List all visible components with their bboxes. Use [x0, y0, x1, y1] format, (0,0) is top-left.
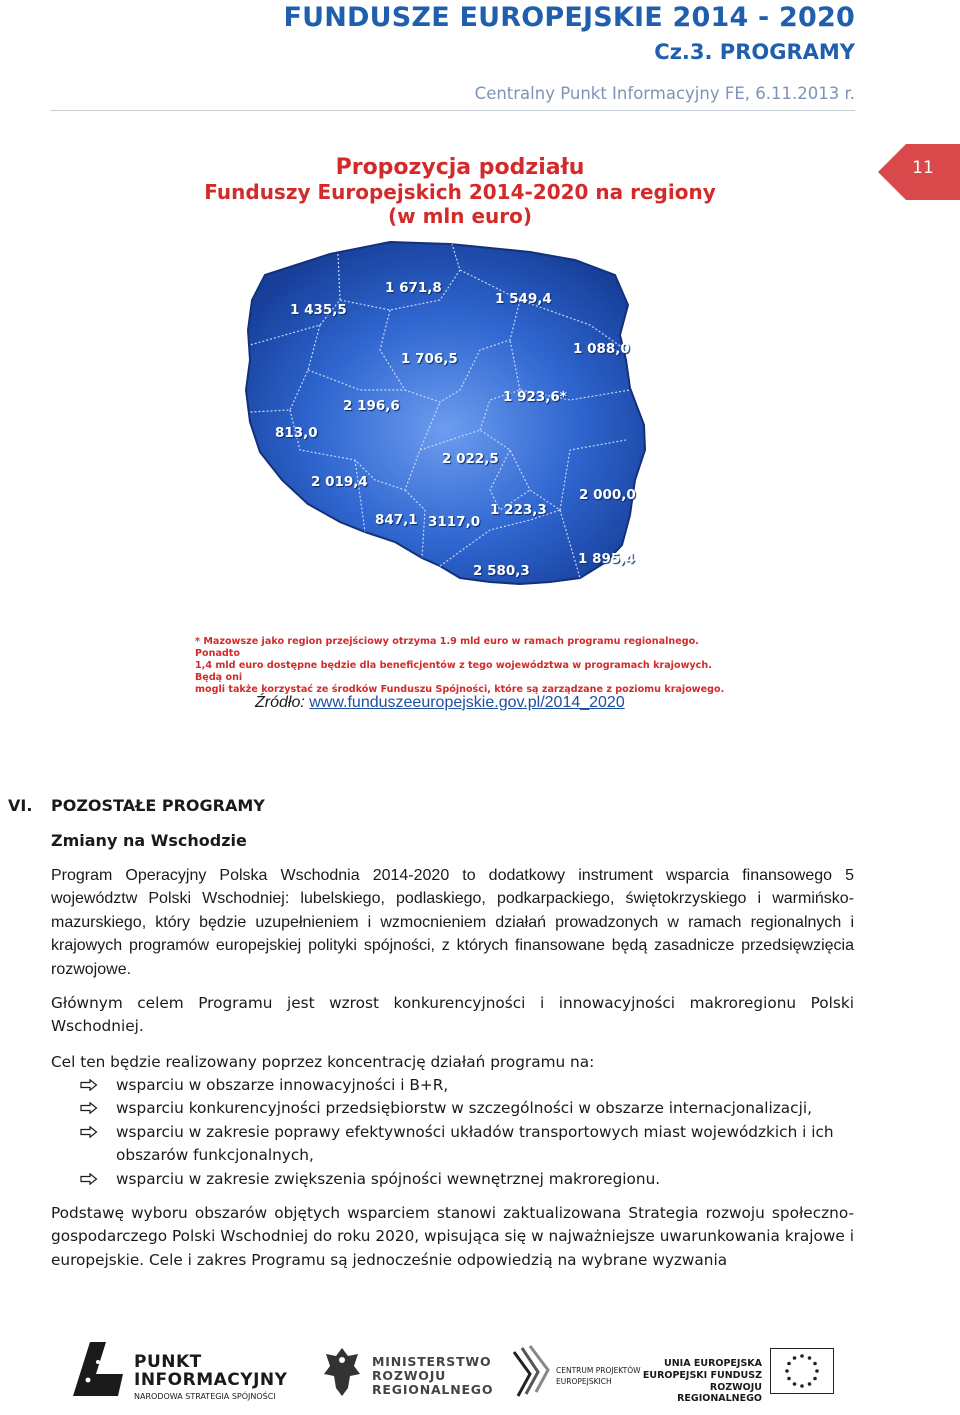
value-warminsko-mazurskie: 1 549,4	[495, 291, 552, 307]
footer-logos	[0, 1330, 960, 1415]
source-label: Źródło:	[255, 694, 310, 711]
subsection-title: Zmiany na Wschodzie	[51, 831, 247, 850]
punkt-logo-line2: INFORMACYJNY	[134, 1370, 288, 1390]
focus-list	[80, 1074, 860, 1191]
ministry-line2: ROZWOJU	[372, 1368, 447, 1383]
list-item	[80, 1097, 860, 1120]
arrow-bullet-icon	[80, 1126, 98, 1138]
regional-funds-map	[190, 150, 730, 695]
map-footnote-line3: mogli także korzystać ze środków Funduszu Spójności, które są zarządzane z poziomu krajowego.	[195, 684, 725, 695]
value-pomorskie: 1 671,8	[385, 280, 442, 296]
punkt-informacyjny-logo-icon	[68, 1338, 128, 1400]
map-title-line2: Funduszy Europejskich 2014-2020 na regiony	[204, 180, 716, 204]
document-subtitle: Cz.3. PROGRAMY	[654, 40, 855, 64]
paragraph-program-intro: Program Operacyjny Polska Wschodnia 2014-2020 to dodatkowy instrument wsparcia finansowego 5 województw Polski Wschodniej: lubelskiego, podlaskiego, podkarpackiego, świętokrzyskiego i warmińsko-mazurskiego, który będzie uzupełnieniem i wzmocnieniem działań prowadzonych w ramach regionalnych i krajowych programów europejskiej polityki spójności, z których finansowane będą zasadnicze przedsięwzięcia rozwojowe.	[51, 867, 854, 978]
paragraph-strategy: Podstawę wyboru obszarów objętych wsparciem stanowi zaktualizowana Strategia rozwoju społeczno-gospodarczego Polski Wschodniej do roku 2020, wpisująca się w najważniejsze uwarunkowania krajowe i europejskie. Cele i zakres Programu są jednocześnie odpowiedzią na wybrane wyzwania	[51, 1204, 854, 1269]
document-title: FUNDUSZE EUROPEJSKIE 2014 - 2020	[283, 2, 855, 33]
value-podlaskie: 1 088,0	[573, 341, 630, 357]
paragraph-focus-intro: Cel ten będzie realizowany poprzez koncentrację działań programu na:	[51, 1053, 595, 1071]
cpe-line2: EUROPEJSKICH	[556, 1377, 612, 1386]
value-dolnoslaskie: 2 019,4	[311, 474, 368, 490]
value-slaskie: 3117,0	[428, 514, 481, 530]
list-item-text: wsparciu konkurencyjności przedsiębiorstw w szczególności w obszarze internacjonalizacji,	[116, 1099, 812, 1118]
list-item-text: wsparciu w obszarze innowacyjności i B+R,	[116, 1076, 449, 1094]
poland-outline	[246, 242, 645, 584]
figure-source	[255, 694, 625, 712]
page-number: 11	[912, 158, 934, 178]
map-footnote-line1: * Mazowsze jako region przejściowy otrzyma 1.9 mld euro w ramach programu regionalnego. Ponadto	[195, 636, 699, 659]
list-item	[80, 1168, 860, 1191]
list-item-text: wsparciu w zakresie poprawy efektywności układów transportowych miast wojewódzkich i ich obszarów funkcjonalnych,	[116, 1122, 834, 1165]
value-lodzkie: 2 022,5	[442, 451, 499, 467]
value-opolskie: 847,1	[375, 512, 418, 528]
polish-eagle-emblem-icon	[322, 1344, 362, 1400]
value-lubuskie: 813,0	[275, 425, 318, 441]
value-lubelskie: 2 000,0	[579, 487, 636, 503]
header-divider	[50, 110, 855, 111]
eu-line1: UNIA EUROPEJSKA	[664, 1358, 762, 1369]
map-footnote-line2: 1,4 mld euro dostępne będzie dla beneficjentów z tego województwa w programach krajowych. Będą oni	[195, 660, 712, 683]
arrow-bullet-icon	[80, 1079, 98, 1091]
cpe-logo-icon	[510, 1344, 552, 1400]
document-source-line: Centralny Punkt Informacyjny FE, 6.11.2013 r.	[474, 84, 855, 103]
arrow-bullet-icon	[80, 1102, 98, 1114]
value-swietokrzyskie: 1 223,3	[490, 502, 547, 518]
value-wielkopolskie: 2 196,6	[343, 398, 400, 414]
poland-map-graphic	[190, 150, 730, 685]
value-kujawsko-pomorskie: 1 706,5	[401, 351, 458, 367]
punkt-logo-line3: NARODOWA STRATEGIA SPÓJNOŚCI	[134, 1392, 276, 1401]
section-title: POZOSTAŁE PROGRAMY	[51, 796, 265, 815]
eu-line3: ROZWOJU REGIONALNEGO	[677, 1382, 762, 1404]
arrow-bullet-icon	[80, 1173, 98, 1185]
cpe-line1: CENTRUM PROJEKTÓW	[556, 1366, 641, 1375]
value-podkarpackie: 1 895,4	[578, 551, 635, 567]
ministry-line3: REGIONALNEGO	[372, 1382, 494, 1397]
list-item	[80, 1121, 860, 1168]
list-item	[80, 1074, 860, 1097]
source-link[interactable]: www.funduszeeuropejskie.gov.pl/2014_2020	[309, 694, 625, 711]
punkt-logo-line1: PUNKT	[134, 1352, 202, 1372]
value-mazowieckie: 1 923,6*	[503, 389, 567, 405]
value-malopolskie: 2 580,3	[473, 563, 530, 579]
eu-flag-icon	[770, 1348, 834, 1394]
paragraph-main-goal: Głównym celem Programu jest wzrost konkurencyjności i innowacyjności makroregionu Polski Wschodniej.	[51, 994, 854, 1036]
value-zachodniopomorskie: 1 435,5	[290, 302, 347, 318]
map-footnote	[195, 636, 725, 696]
eu-line2: EUROPEJSKI FUNDUSZ	[642, 1370, 762, 1381]
map-title-line3: (w mln euro)	[387, 204, 533, 228]
ministry-line1: MINISTERSTWO	[372, 1354, 492, 1369]
map-title-line1: Propozycja podziału	[335, 155, 585, 180]
list-item-text: wsparciu w zakresie zwiększenia spójności wewnętrznej makroregionu.	[116, 1169, 661, 1188]
section-number: VI.	[8, 796, 33, 815]
